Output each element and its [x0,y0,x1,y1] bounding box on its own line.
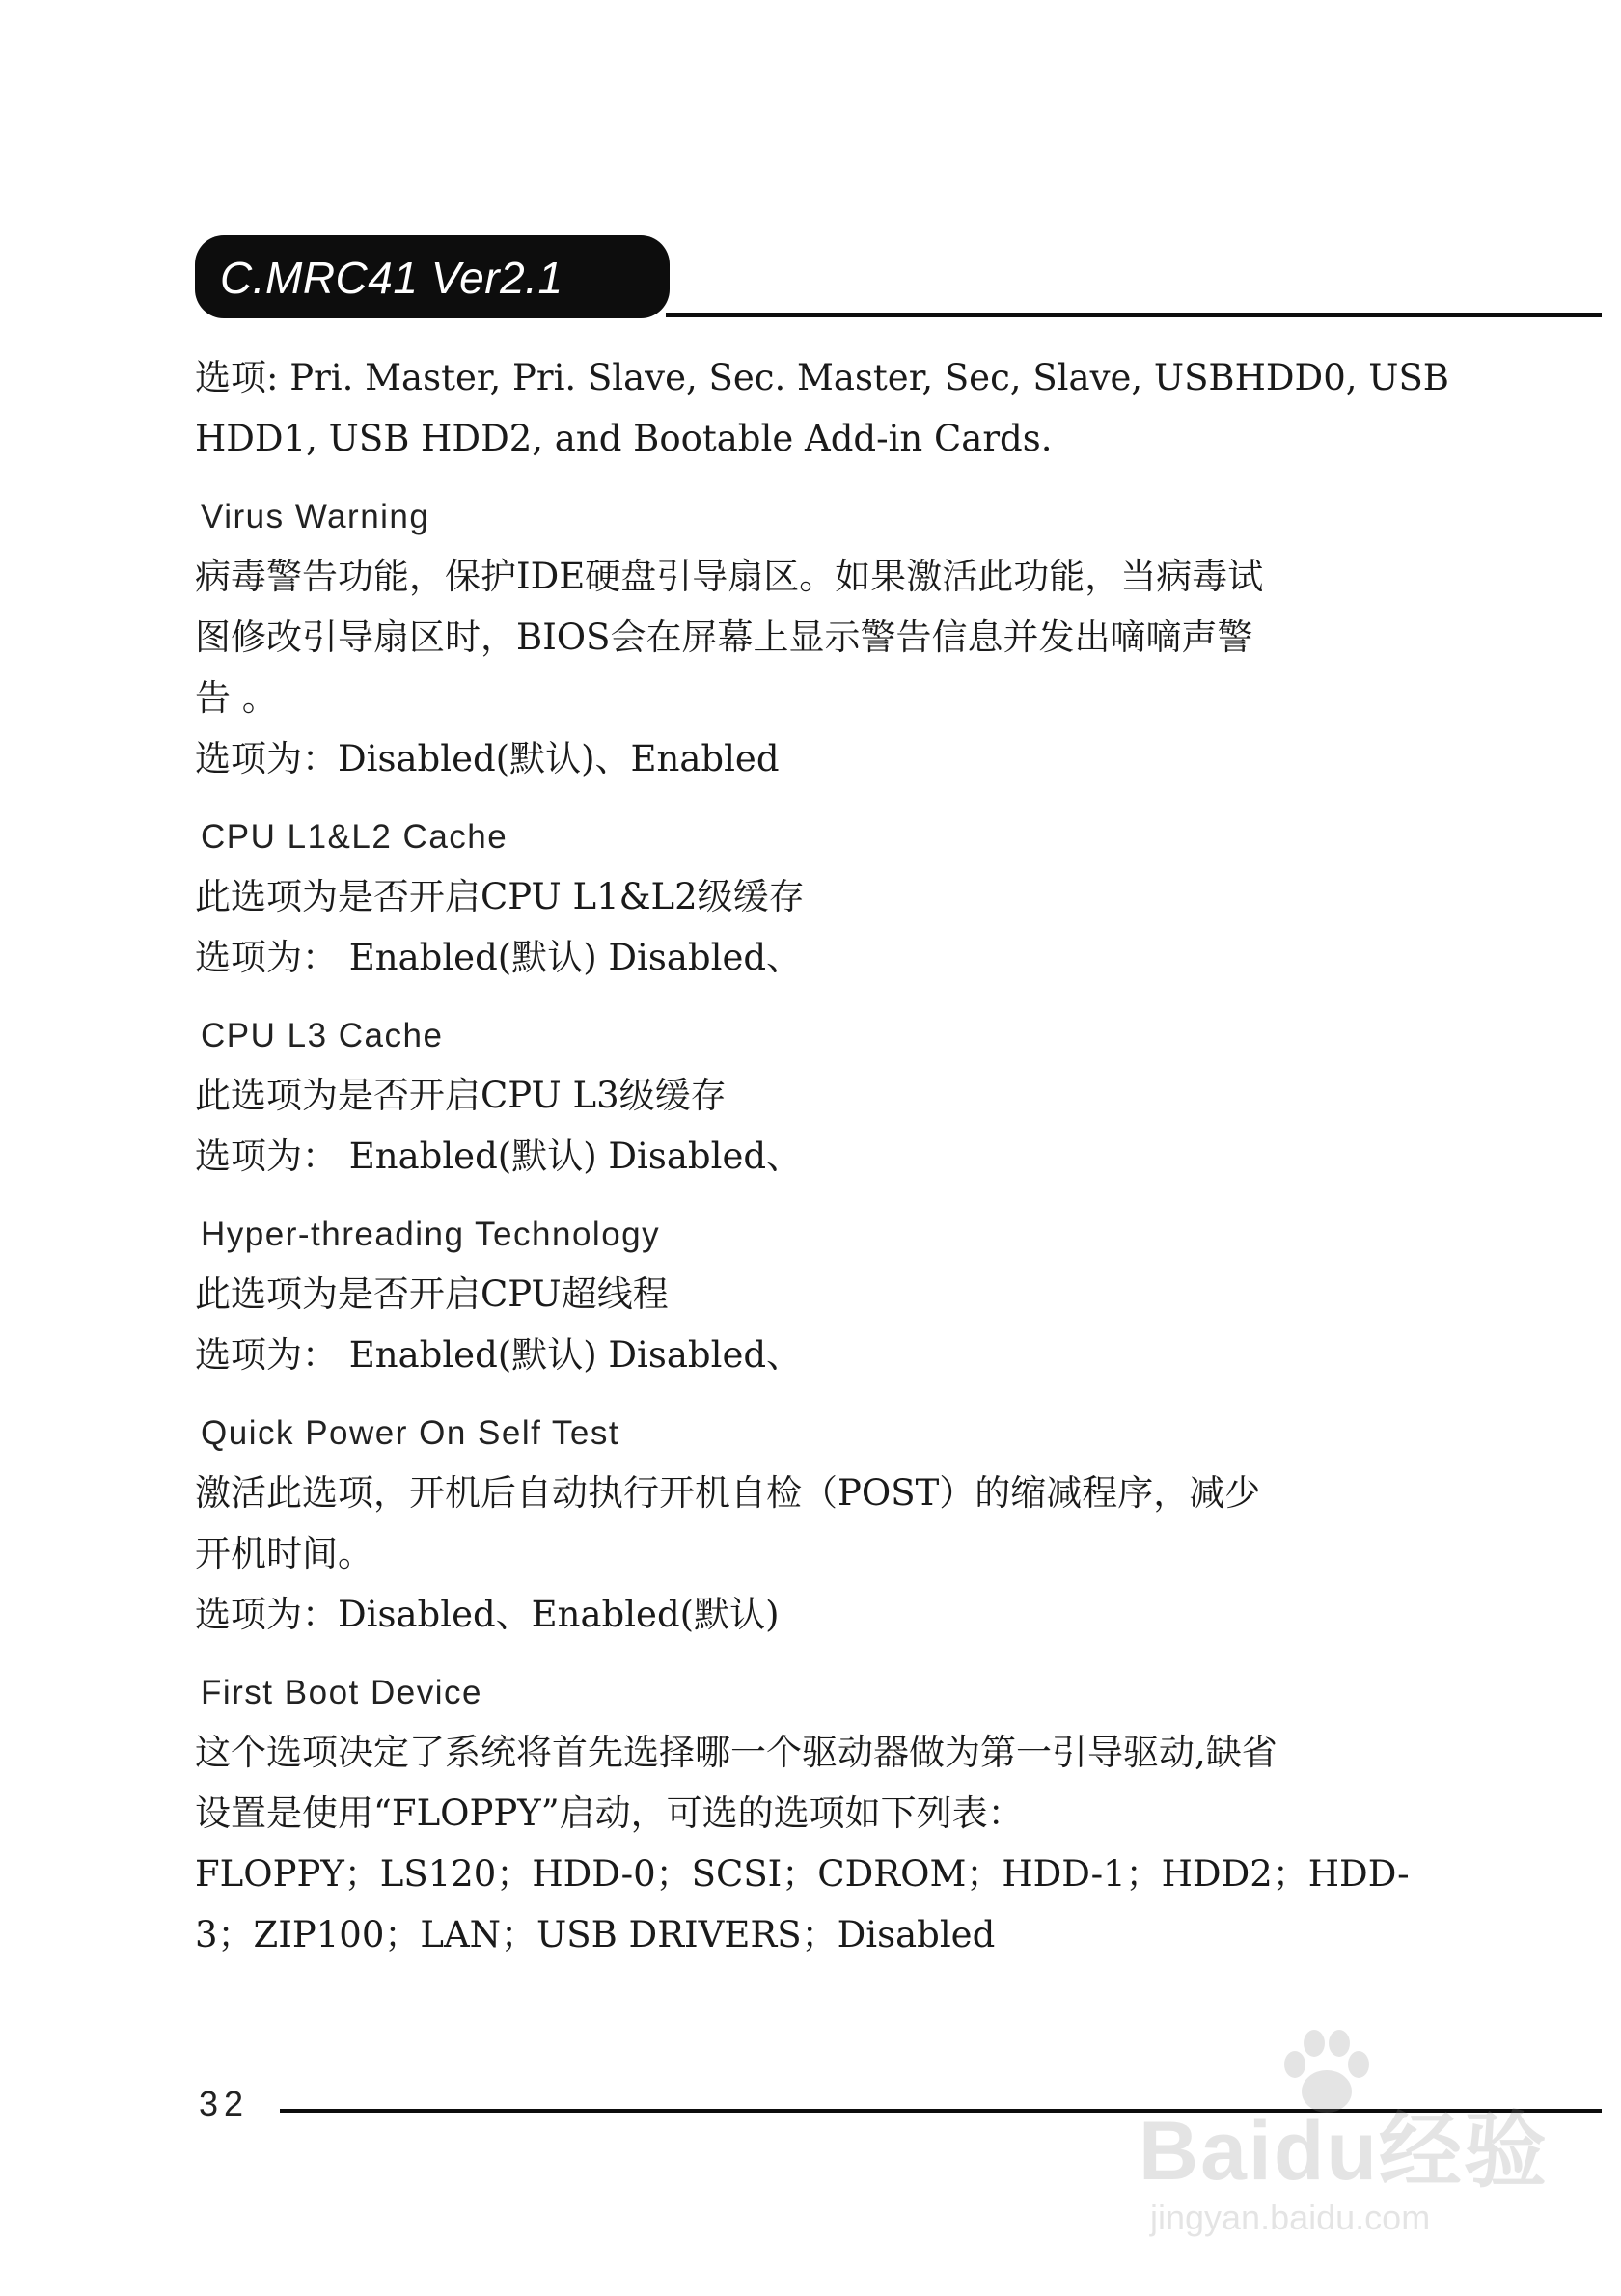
body-line: FLOPPY；LS120；HDD-0；SCSI；CDROM；HDD-1；HDD2；HDD- [195,1853,1410,1895]
section-heading: CPU L3 Cache [201,1017,444,1054]
header-rule [666,313,1602,317]
body-line: 选项为： Enabled(默认) Disabled、 [195,1135,803,1177]
section-heading: Quick Power On Self Test [201,1414,620,1452]
watermark-url: jingyan.baidu.com [1150,2198,1431,2237]
header-title: C.MRC41 Ver2.1 [220,253,563,303]
section-heading: First Boot Device [201,1674,482,1711]
section-cpu-l1-l2-cache [195,808,1411,988]
watermark-brand: Baidu经验 [1139,2105,1549,2198]
body-line: 选项为： Enabled(默认) Disabled、 [195,1334,803,1376]
body-line: 图修改引导扇区时，BIOS会在屏幕上显示警告信息并发出嘀嘀声警 [195,616,1253,658]
body-line: 病毒警告功能，保护IDE硬盘引导扇区。如果激活此功能，当病毒试 [195,556,1264,597]
section-heading: CPU L1&L2 Cache [201,818,508,856]
section-cpu-l3-cache [195,1007,1411,1187]
section-first-boot-device [195,1664,1411,1965]
intro-line: 选项: Pri. Master, Pri. Slave, Sec. Master, Sec, Slave, USBHDD0, USB [195,357,1449,398]
body-line: 此选项为是否开启CPU L3级缓存 [195,1075,727,1116]
body-line: 激活此选项，开机后自动执行开机自检（POST）的缩减程序，减少 [195,1472,1261,1514]
body-line: 这个选项决定了系统将首先选择哪一个驱动器做为第一引导驱动,缺省 [195,1732,1278,1773]
body-line: 告 。 [195,677,278,719]
section-heading: Hyper-threading Technology [201,1216,661,1253]
body-line: 开机时间。 [195,1533,373,1574]
intro-paragraph [195,347,1449,469]
body-line: 选项为： Enabled(默认) Disabled、 [195,937,803,978]
section-quick-power-on-self-test [195,1405,1411,1645]
body-line: 3；ZIP100；LAN；USB DRIVERS；Disabled [195,1914,996,1955]
body-line: 此选项为是否开启CPU超线程 [195,1273,669,1315]
body-line: 设置是使用“FLOPPY”启动，可选的选项如下列表： [195,1792,1024,1834]
page-number: 32 [199,2084,250,2123]
section-hyper-threading [195,1206,1411,1385]
body-line: 此选项为是否开启CPU L1&L2级缓存 [195,876,805,917]
section-heading: Virus Warning [201,498,430,535]
body-line: 选项为：Disabled(默认)、Enabled [195,738,780,779]
page-content [195,347,1449,1965]
intro-line: HDD1, USB HDD2, and Bootable Add-in Cards. [195,418,1053,459]
watermark [1129,2026,1611,2257]
body-line: 选项为：Disabled、Enabled(默认) [195,1594,780,1635]
section-virus-warning [195,488,1411,789]
